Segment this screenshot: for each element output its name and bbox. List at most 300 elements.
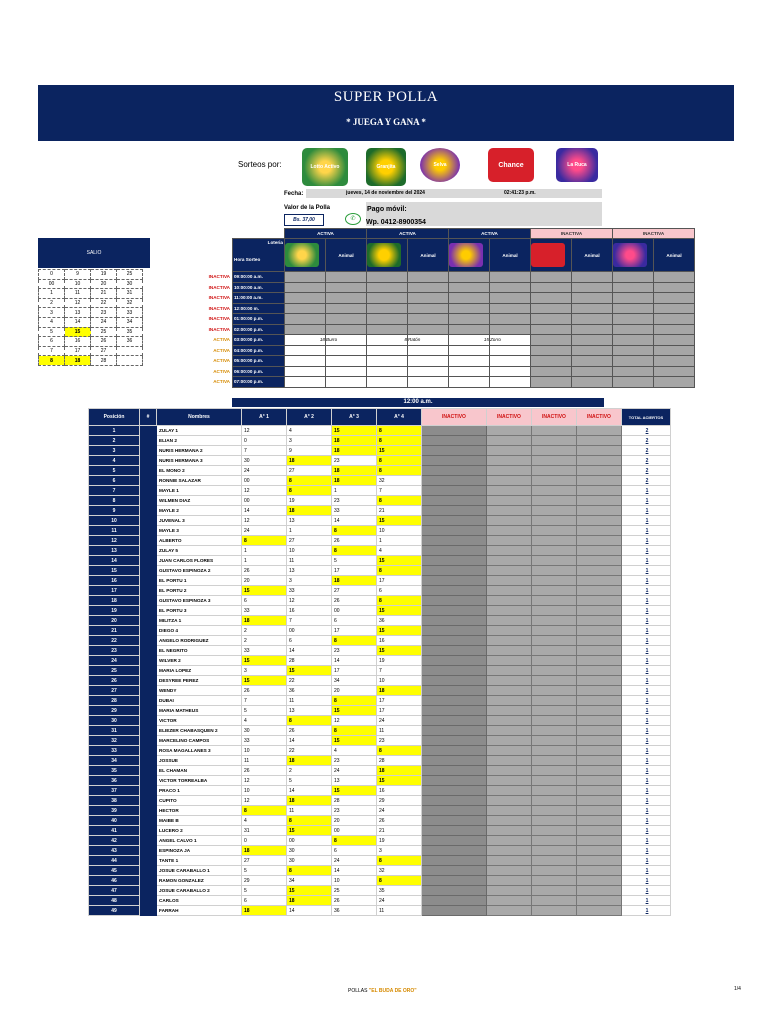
inactive-cell (422, 676, 487, 686)
inactive-cell (487, 666, 532, 676)
result-animal (654, 293, 695, 304)
position-cell: 43 (89, 846, 140, 856)
inactive-cell (487, 806, 532, 816)
salio-cell: 28 (91, 356, 117, 366)
inactive-cell (532, 436, 577, 446)
table-row (89, 726, 671, 736)
pick-cell: 15 (287, 826, 332, 836)
total-aciertos-cell: 1 (622, 876, 671, 886)
pick-cell: 6 (287, 636, 332, 646)
inactive-cell (577, 726, 622, 736)
pick-cell: 32 (377, 866, 422, 876)
pick-cell: 18 (287, 756, 332, 766)
draw-hour: 03:00:00 p.m. (233, 335, 285, 346)
schedule-row (196, 324, 695, 335)
valor-label: Valor de la Polla (284, 205, 331, 211)
table-row (89, 486, 671, 496)
hash-cell (140, 496, 157, 506)
salio-row (39, 289, 143, 299)
hash-cell (140, 426, 157, 436)
schedule-row (196, 303, 695, 314)
result-number (285, 345, 326, 356)
name-cell: VICTOR TORREALBA (157, 776, 242, 786)
inactive-cell (422, 636, 487, 646)
name-cell: CARLOS (157, 896, 242, 906)
total-aciertos-cell: 1 (622, 746, 671, 756)
table-row (89, 656, 671, 666)
table-row (89, 856, 671, 866)
total-aciertos-cell: 2 (622, 436, 671, 446)
table-row (89, 606, 671, 616)
inactive-cell (532, 646, 577, 656)
result-number (367, 377, 408, 388)
result-number (531, 324, 572, 335)
table-row (89, 536, 671, 546)
draw-status: INACTIVA (208, 326, 230, 332)
salio-cell: 8 (39, 356, 65, 366)
inactive-cell (422, 906, 487, 916)
position-cell: 13 (89, 546, 140, 556)
inactive-cell (487, 856, 532, 866)
pick-cell: 12 (242, 776, 287, 786)
hash-cell (140, 686, 157, 696)
inactive-cell (532, 756, 577, 766)
inactive-cell (422, 576, 487, 586)
table-row (89, 806, 671, 816)
pick-cell: 26 (242, 686, 287, 696)
table-row (89, 446, 671, 456)
result-number (531, 303, 572, 314)
draw-hour: 02:00:00 p.m. (233, 324, 285, 335)
inactive-cell (577, 766, 622, 776)
result-animal: Zorro (490, 335, 531, 346)
pick-cell: 2 (242, 626, 287, 636)
granjita-logo: Granjita (366, 148, 406, 186)
hash-cell (140, 816, 157, 826)
pick-cell: 32 (377, 476, 422, 486)
name-cell: MAYLE 3 (157, 526, 242, 536)
hash-cell (140, 646, 157, 656)
table-row (89, 666, 671, 676)
inactive-cell (422, 616, 487, 626)
inactive-cell (422, 556, 487, 566)
draw-hour: 05:00:00 p.m. (233, 356, 285, 367)
inactive-cell (577, 446, 622, 456)
hash-cell (140, 606, 157, 616)
total-aciertos-cell: 1 (622, 516, 671, 526)
total-aciertos-cell: 1 (622, 636, 671, 646)
salio-cell: 10 (65, 279, 91, 289)
pago-label: Pago móvil: (367, 206, 407, 213)
salio-cell (117, 346, 143, 356)
table-row (89, 576, 671, 586)
inactive-cell (487, 766, 532, 776)
pick-cell: 29 (242, 876, 287, 886)
pick-cell: 12 (242, 426, 287, 436)
pick-cell: 18 (242, 906, 287, 916)
draw-hour: 06:00:00 p.m. (233, 366, 285, 377)
total-aciertos-cell: 1 (622, 886, 671, 896)
salio-cell: 6 (39, 337, 65, 347)
inactive-cell (487, 826, 532, 836)
result-number (531, 293, 572, 304)
inactive-cell (422, 566, 487, 576)
inactive-cell (422, 746, 487, 756)
pick-cell: 11 (287, 806, 332, 816)
pick-cell: 18 (377, 766, 422, 776)
table-row (89, 816, 671, 826)
name-cell: MAIBE B (157, 816, 242, 826)
inactive-cell (532, 556, 577, 566)
result-animal (654, 272, 695, 283)
pick-cell: 4 (377, 546, 422, 556)
name-cell: JOSSUE (157, 756, 242, 766)
position-cell: 33 (89, 746, 140, 756)
result-number (449, 345, 490, 356)
pick-cell: 12 (242, 486, 287, 496)
salio-cell (117, 356, 143, 366)
position-cell: 15 (89, 566, 140, 576)
total-aciertos-cell: 2 (622, 426, 671, 436)
hash-cell (140, 876, 157, 886)
pick-cell: 23 (377, 736, 422, 746)
inactive-cell (577, 836, 622, 846)
result-number (449, 314, 490, 325)
pick-cell: 15 (242, 586, 287, 596)
inactive-cell (422, 456, 487, 466)
pick-cell: 8 (332, 696, 377, 706)
salio-cell: 34 (117, 317, 143, 327)
pick-cell: 26 (242, 766, 287, 776)
pick-cell: 15 (332, 786, 377, 796)
pick-cell: 26 (332, 896, 377, 906)
pick-cell: 18 (332, 466, 377, 476)
inactive-cell (577, 666, 622, 676)
pick-cell: 5 (287, 776, 332, 786)
total-aciertos-cell: 2 (622, 446, 671, 456)
position-cell: 4 (89, 456, 140, 466)
hash-cell (140, 706, 157, 716)
pick-cell: 35 (377, 886, 422, 896)
pick-cell: 8 (377, 876, 422, 886)
inactive-cell (422, 496, 487, 506)
result-animal (326, 282, 367, 293)
pick-cell: 15 (332, 426, 377, 436)
inactive-cell (577, 506, 622, 516)
name-cell: DESYREE PEREZ (157, 676, 242, 686)
pick-cell: 0 (242, 836, 287, 846)
pick-cell: 25 (332, 886, 377, 896)
hash-cell (140, 516, 157, 526)
inactive-cell (487, 646, 532, 656)
column-header: A° 4 (377, 409, 422, 426)
result-number (531, 356, 572, 367)
pick-cell: 00 (332, 606, 377, 616)
inactive-cell (487, 846, 532, 856)
inactive-cell (577, 606, 622, 616)
pick-cell: 27 (287, 536, 332, 546)
inactive-cell (422, 476, 487, 486)
pick-cell: 8 (377, 746, 422, 756)
pick-cell: 26 (287, 726, 332, 736)
name-cell: MARCELINO CAMPOS (157, 736, 242, 746)
hash-cell (140, 896, 157, 906)
salio-row (39, 327, 143, 337)
salio-cell: 15 (65, 327, 91, 337)
inactive-cell (422, 816, 487, 826)
pick-cell: 26 (332, 596, 377, 606)
draw-status: INACTIVA (208, 274, 230, 280)
inactive-cell (532, 516, 577, 526)
inactive-cell (487, 906, 532, 916)
position-cell: 35 (89, 766, 140, 776)
schedule-row (196, 293, 695, 304)
pick-cell: 34 (287, 876, 332, 886)
total-aciertos-cell: 1 (622, 526, 671, 536)
pick-cell: 17 (377, 696, 422, 706)
position-cell: 49 (89, 906, 140, 916)
table-row (89, 866, 671, 876)
schedule-row (196, 356, 695, 367)
position-cell: 5 (89, 466, 140, 476)
salio-cell: 31 (117, 289, 143, 299)
salio-cell: 30 (117, 279, 143, 289)
pick-cell: 13 (287, 706, 332, 716)
inactive-cell (532, 616, 577, 626)
inactive-cell (487, 496, 532, 506)
result-animal (654, 356, 695, 367)
result-animal (326, 293, 367, 304)
result-animal (408, 293, 449, 304)
lottery-logo-cell (449, 239, 490, 272)
total-aciertos-cell: 1 (622, 826, 671, 836)
result-animal (408, 356, 449, 367)
table-row (89, 456, 671, 466)
draw-hour: 09:00:00 a.m. (233, 272, 285, 283)
table-row (89, 516, 671, 526)
position-cell: 11 (89, 526, 140, 536)
inactive-cell (577, 746, 622, 756)
inactive-cell (487, 676, 532, 686)
result-number (613, 377, 654, 388)
inactive-cell (532, 486, 577, 496)
inactive-cell (487, 866, 532, 876)
inactive-cell (422, 506, 487, 516)
column-header: A° 1 (242, 409, 287, 426)
inactive-cell (487, 686, 532, 696)
hash-cell (140, 476, 157, 486)
pick-cell: 10 (332, 876, 377, 886)
inactive-cell (577, 526, 622, 536)
pick-cell: 6 (242, 596, 287, 606)
result-number (449, 293, 490, 304)
salio-cell: 33 (117, 308, 143, 318)
position-cell: 45 (89, 866, 140, 876)
lottery-logo-cell (613, 239, 654, 272)
inactive-cell (487, 446, 532, 456)
result-animal (326, 366, 367, 377)
pick-cell: 15 (377, 646, 422, 656)
result-animal (490, 377, 531, 388)
schedule-row (196, 366, 695, 377)
table-row (89, 546, 671, 556)
result-animal (490, 293, 531, 304)
total-aciertos-cell: 1 (622, 906, 671, 916)
inactive-cell (577, 656, 622, 666)
result-animal (408, 345, 449, 356)
table-row (89, 736, 671, 746)
inactive-cell (532, 746, 577, 756)
result-number (531, 282, 572, 293)
hash-cell (140, 856, 157, 866)
result-animal (326, 324, 367, 335)
inactive-cell (532, 476, 577, 486)
position-cell: 21 (89, 626, 140, 636)
column-header: INACTIVO (487, 409, 532, 426)
pick-cell: 17 (332, 666, 377, 676)
hash-cell (140, 576, 157, 586)
name-cell: JOSUE CARABALLO 2 (157, 886, 242, 896)
hash-cell (140, 866, 157, 876)
pick-cell: 11 (287, 696, 332, 706)
pick-cell: 2 (242, 636, 287, 646)
inactive-cell (577, 556, 622, 566)
hash-cell (140, 446, 157, 456)
lottery-status-3: ACTIVA (449, 229, 531, 239)
pick-cell: 4 (242, 816, 287, 826)
salio-cell: 13 (65, 308, 91, 318)
hash-cell (140, 486, 157, 496)
hash-cell (140, 506, 157, 516)
inactive-cell (422, 546, 487, 556)
result-number: 8 (367, 335, 408, 346)
result-animal (654, 282, 695, 293)
result-animal (326, 377, 367, 388)
position-cell: 9 (89, 506, 140, 516)
name-cell: ANGEL CALVO 1 (157, 836, 242, 846)
pick-cell: 17 (332, 566, 377, 576)
position-cell: 34 (89, 756, 140, 766)
result-animal (654, 324, 695, 335)
result-number (285, 366, 326, 377)
inactive-cell (532, 506, 577, 516)
position-cell: 26 (89, 676, 140, 686)
animal-head: Animal (572, 239, 613, 272)
total-aciertos-cell: 1 (622, 716, 671, 726)
result-number (531, 272, 572, 283)
name-cell: CUPITO (157, 796, 242, 806)
pick-cell: 1 (377, 536, 422, 546)
inactive-cell (532, 836, 577, 846)
inactive-cell (532, 906, 577, 916)
inactive-cell (532, 546, 577, 556)
total-aciertos-cell: 1 (622, 786, 671, 796)
name-cell: EL PORTU 1 (157, 576, 242, 586)
hash-cell (140, 736, 157, 746)
table-row (89, 636, 671, 646)
name-cell: FARRAH (157, 906, 242, 916)
position-cell: 23 (89, 646, 140, 656)
pick-cell: 7 (377, 486, 422, 496)
salio-cell: 20 (91, 279, 117, 289)
pick-cell: 8 (332, 526, 377, 536)
pick-cell: 6 (332, 846, 377, 856)
draw-hour: 10:00:00 a.m. (233, 282, 285, 293)
inactive-cell (422, 876, 487, 886)
pick-cell: 12 (242, 796, 287, 806)
inactive-cell (422, 516, 487, 526)
draw-status: INACTIVA (208, 316, 230, 322)
pick-cell: 0 (242, 436, 287, 446)
schedule-row (196, 377, 695, 388)
result-animal (572, 356, 613, 367)
salio-cell: 36 (117, 337, 143, 347)
inactive-cell (487, 756, 532, 766)
total-aciertos-cell: 1 (622, 766, 671, 776)
inactive-cell (577, 896, 622, 906)
hash-cell (140, 826, 157, 836)
table-row (89, 826, 671, 836)
hash-cell (140, 746, 157, 756)
table-row (89, 686, 671, 696)
pick-cell: 34 (332, 676, 377, 686)
result-number (367, 366, 408, 377)
pick-cell: 14 (332, 516, 377, 526)
pick-cell: 8 (332, 836, 377, 846)
position-cell: 18 (89, 596, 140, 606)
schedule-row (196, 282, 695, 293)
hash-cell (140, 726, 157, 736)
position-cell: 37 (89, 786, 140, 796)
name-cell: MAYLE 1 (157, 486, 242, 496)
salio-cell: 22 (91, 298, 117, 308)
result-animal (408, 272, 449, 283)
inactive-cell (532, 726, 577, 736)
name-cell: RONNIE SALAZAR (157, 476, 242, 486)
selva-logo: Selva (420, 148, 460, 182)
name-cell: WILVER 2 (157, 656, 242, 666)
position-cell: 20 (89, 616, 140, 626)
pick-cell: 19 (377, 656, 422, 666)
inactive-cell (422, 846, 487, 856)
result-number (449, 303, 490, 314)
result-animal (326, 303, 367, 314)
inactive-cell (577, 546, 622, 556)
table-row (89, 786, 671, 796)
fecha-time: 02:41:23 p.m. (504, 190, 536, 196)
total-aciertos-cell: 1 (622, 626, 671, 636)
table-row (89, 566, 671, 576)
inactive-cell (532, 526, 577, 536)
name-cell: ZULAY 5 (157, 546, 242, 556)
salio-cell: 25 (91, 327, 117, 337)
inactive-cell (487, 816, 532, 826)
lottery-logo-icon (285, 243, 319, 267)
result-animal (654, 335, 695, 346)
hash-cell (140, 836, 157, 846)
inactive-cell (532, 696, 577, 706)
inactive-cell (487, 606, 532, 616)
total-aciertos-cell: 1 (622, 756, 671, 766)
inactive-cell (422, 826, 487, 836)
pick-cell: 28 (287, 656, 332, 666)
inactive-cell (422, 656, 487, 666)
pick-cell: 14 (287, 906, 332, 916)
pick-cell: 21 (377, 826, 422, 836)
pick-cell: 30 (287, 846, 332, 856)
inactive-cell (532, 816, 577, 826)
hash-cell (140, 436, 157, 446)
